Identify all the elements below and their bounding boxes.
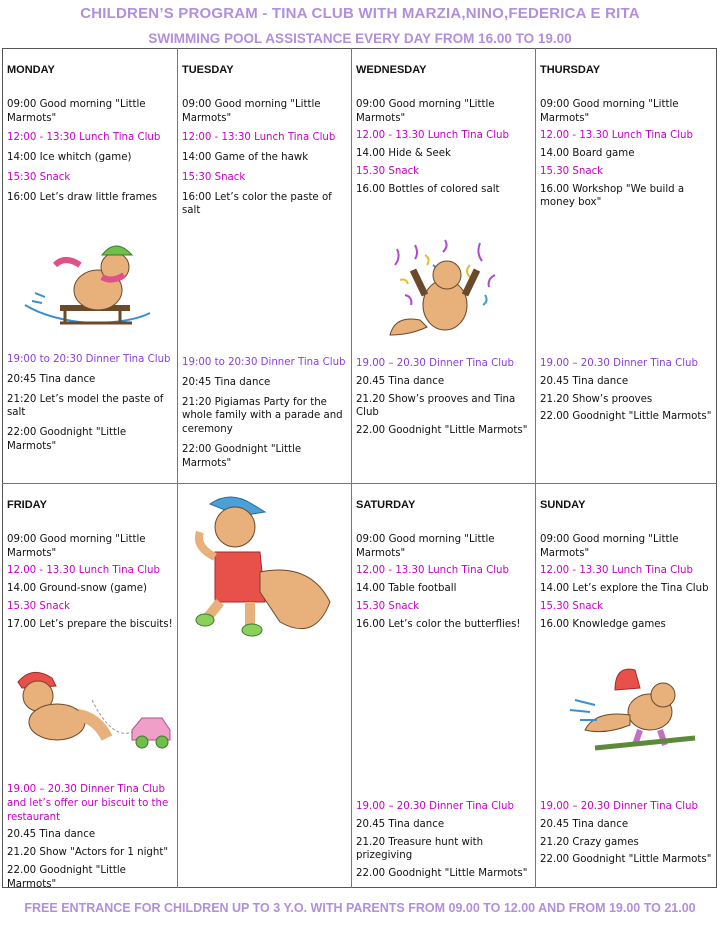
activity: 21.20 Show "Actors for 1 night" xyxy=(7,847,169,859)
footer-note: FREE ENTRANCE FOR CHILDREN UP TO 3 Y.O. WITH PARENTS FROM 09.00 TO 12.00 AND FROM 19.00 TO 21.00 xyxy=(24,901,696,915)
activity: 15.30 Snack xyxy=(356,165,420,177)
activity: 09:00 Good morning "Little Marmots" xyxy=(540,98,679,124)
wednesday-evening-block xyxy=(356,357,532,442)
marmot-pulling-car-illustration xyxy=(12,660,177,755)
monday-day-block xyxy=(7,63,172,210)
saturday-day-block xyxy=(356,498,532,635)
activity: 22.00 Goodnight "Little Marmots" xyxy=(540,854,712,866)
activity: 09:00 Good morning "Little Marmots" xyxy=(7,98,146,124)
page-title: CHILDREN’S PROGRAM - TINA CLUB WITH MARZIA,NINO,FEDERICA E RITA xyxy=(80,5,640,22)
activity: 19:00 to 20:30 Dinner Tina Club xyxy=(182,357,346,368)
activity: 15.30 Snack xyxy=(7,600,71,612)
day-heading: TUESDAY xyxy=(182,64,234,76)
activity: 12.00 - 13.30 Lunch Tina Club xyxy=(540,130,693,142)
day-heading: SATURDAY xyxy=(356,499,416,511)
activity: 15.30 Snack xyxy=(356,600,420,612)
activity: 14.00 Ground-snow (game) xyxy=(7,583,147,595)
activity: 12:00 - 13:30 Lunch Tina Club xyxy=(7,132,161,144)
activity: 19.00 – 20.30 Dinner Tina Club xyxy=(356,801,514,812)
activity: 12.00 - 13.30 Lunch Tina Club xyxy=(356,130,509,142)
activity: 15:30 Snack xyxy=(7,171,71,183)
day-heading: MONDAY xyxy=(7,64,55,76)
activity: 21.20 Crazy games xyxy=(540,836,639,848)
activity: 20.45 Tina dance xyxy=(7,829,96,841)
activity: 14:00 Game of the hawk xyxy=(182,152,309,164)
thursday-evening-block xyxy=(540,357,712,428)
activity: 22:00 Goodnight "Little Marmots" xyxy=(182,443,302,469)
activity: 12.00 - 13.30 Lunch Tina Club xyxy=(540,565,693,577)
marmot-sled-illustration xyxy=(20,235,160,335)
page-subtitle: SWIMMING POOL ASSISTANCE EVERY DAY FROM 16.00 TO 19.00 xyxy=(148,31,572,46)
activity: 15.30 Snack xyxy=(540,600,604,612)
activity: 22.00 Goodnight "Little Marmots" xyxy=(356,425,528,437)
activity: 15.30 Snack xyxy=(540,165,604,177)
wednesday-day-block xyxy=(356,63,532,200)
tuesday-evening-block xyxy=(182,356,350,476)
row-divider xyxy=(2,483,717,484)
activity: 09:00 Good morning "Little Marmots" xyxy=(182,98,321,124)
monday-evening-block xyxy=(7,353,172,460)
activity: 09:00 Good morning "Little Marmots" xyxy=(540,533,679,559)
activity: 20.45 Tina dance xyxy=(356,818,445,830)
activity: 12.00 - 13.30 Lunch Tina Club xyxy=(7,565,160,577)
activity: 20:45 Tina dance xyxy=(182,376,271,388)
activity: 16.00 Workshop "We build a money box" xyxy=(540,183,685,209)
activity: 12.00 - 13.30 Lunch Tina Club xyxy=(356,565,509,577)
activity: 09:00 Good morning "Little Marmots" xyxy=(7,533,146,559)
day-heading: FRIDAY xyxy=(7,499,47,511)
marmot-party-illustration xyxy=(385,235,505,345)
sunday-evening-block xyxy=(540,800,714,871)
marmot-skiing-illustration xyxy=(555,660,705,760)
activity: 16.00 Knowledge games xyxy=(540,618,666,630)
activity: 22.00 Goodnight "Little Marmots" xyxy=(7,864,126,890)
activity: 14:00 Ice whitch (game) xyxy=(7,152,132,164)
activity: 21:20 Let’s model the paste of salt xyxy=(7,393,164,419)
activity: 20.45 Tina dance xyxy=(356,375,445,387)
activity: 20:45 Tina dance xyxy=(7,373,96,385)
activity: 09:00 Good morning "Little Marmots" xyxy=(356,98,495,124)
activity: 21.20 Show’s prooves xyxy=(540,393,653,405)
marmot-running-illustration xyxy=(190,492,340,647)
friday-evening-block xyxy=(7,783,173,895)
activity: 12:00 - 13:30 Lunch Tina Club xyxy=(182,132,336,144)
activity: 20.45 Tina dance xyxy=(540,375,629,387)
activity: 21:20 Pigiamas Party for the whole family with a parade and ceremony xyxy=(182,396,343,436)
activity: 17.00 Let’s prepare the biscuits! xyxy=(7,618,173,630)
activity: 21.20 Treasure hunt with prizegiving xyxy=(356,836,484,862)
activity: 14.00 Table football xyxy=(356,583,457,595)
activity: 14.00 Hide & Seek xyxy=(356,148,451,160)
day-heading: WEDNESDAY xyxy=(356,64,427,76)
activity: 19.00 – 20.30 Dinner Tina Club xyxy=(540,358,698,369)
column-divider xyxy=(351,48,352,888)
activity: 22:00 Goodnight "Little Marmots" xyxy=(7,427,127,452)
activity: 16.00 Bottles of colored salt xyxy=(356,183,500,195)
activity: 16:00 Let’s draw little frames xyxy=(7,191,158,203)
activity: 14.00 Board game xyxy=(540,148,635,160)
column-divider xyxy=(177,48,178,888)
activity: 22.00 Goodnight "Little Marmots" xyxy=(540,411,712,423)
activity: 21.20 Show’s prooves and Tina Club xyxy=(356,393,516,419)
thursday-day-block xyxy=(540,63,712,214)
activity: 20.45 Tina dance xyxy=(540,818,629,830)
column-divider xyxy=(535,48,536,888)
friday-day-block xyxy=(7,498,173,635)
day-heading: SUNDAY xyxy=(540,499,586,511)
activity: 09:00 Good morning "Little Marmots" xyxy=(356,533,495,559)
activity: 16.00 Let’s color the butterflies! xyxy=(356,618,521,630)
saturday-evening-block xyxy=(356,800,532,885)
activity: 16:00 Let’s color the paste of salt xyxy=(182,191,332,217)
tuesday-day-block xyxy=(182,63,348,224)
activity: 19.00 – 20.30 Dinner Tina Club and let’s offer our biscuit to the restaurant xyxy=(7,784,169,823)
activity: 14.00 Let’s explore the Tina Club xyxy=(540,583,709,595)
activity: 15:30 Snack xyxy=(182,171,246,183)
activity: 19.00 – 20.30 Dinner Tina Club xyxy=(540,801,698,812)
sunday-day-block xyxy=(540,498,714,635)
activity: 19.00 – 20.30 Dinner Tina Club xyxy=(356,358,514,369)
activity: 19:00 to 20:30 Dinner Tina Club xyxy=(7,354,171,365)
day-heading: THURSDAY xyxy=(540,64,601,76)
activity: 22.00 Goodnight "Little Marmots" xyxy=(356,868,528,880)
